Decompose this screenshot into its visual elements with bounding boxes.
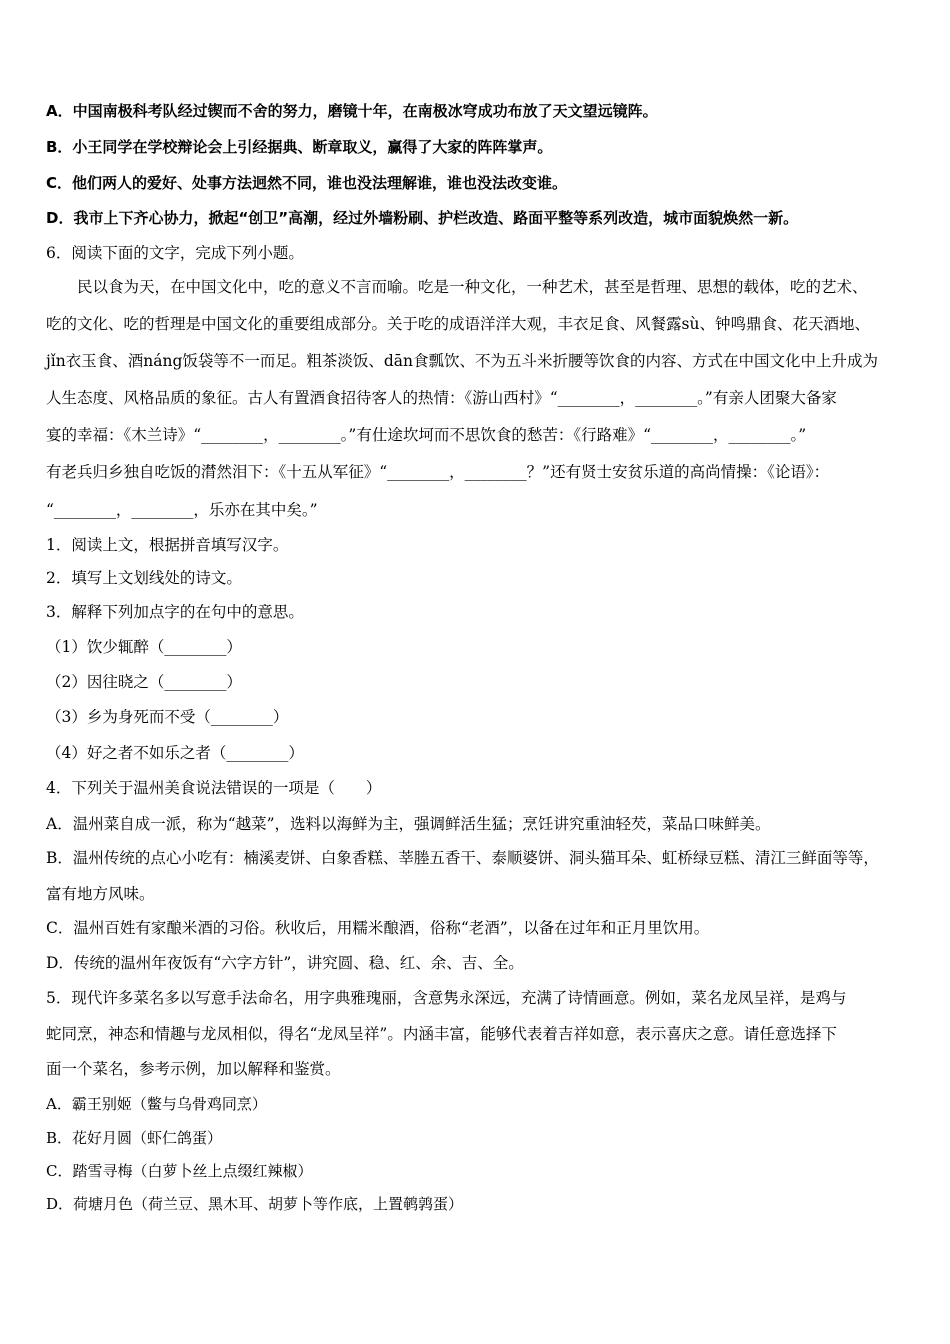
dish-option-a: A．霸王别姬（鳖与乌骨鸡同烹）	[46, 1095, 267, 1113]
sub-question-5-cont: 面一个菜名，参考示例，加以解释和鉴赏。	[46, 1060, 341, 1078]
choice-a: A．中国南极科考队经过锲而不舍的努力，磨镜十年，在南极冰穹成功布放了天文望远镜阵。	[46, 102, 658, 120]
choice-b: B．小王同学在学校辩论会上引经据典、断章取义，赢得了大家的阵阵掌声。	[46, 138, 553, 156]
dish-option-b: B．花好月圆（虾仁鸽蛋）	[46, 1129, 223, 1147]
sub-question-3-item: （3）乡为身死而不受（________）	[46, 708, 289, 726]
sub-question-3-item: （4）好之者不如乐之者（________）	[46, 744, 304, 762]
question-6-heading: 6．阅读下面的文字，完成下列小题。	[46, 244, 304, 262]
sub-question-4: 4．下列关于温州美食说法错误的一项是（ ）	[46, 779, 382, 797]
passage-line: “________，________，乐亦在其中矣。”	[46, 501, 318, 519]
sub-question-4-option-b: B．温州传统的点心小吃有：楠溪麦饼、白象香糕、莘塍五香干、泰顺婆饼、洞头猫耳朵、虹桥绿豆糕、清江三鲜面等等，	[46, 849, 879, 867]
passage-line: jǐn衣玉食、酒náng饭袋等不一而足。粗茶淡饭、dān食瓢饮、不为五斗米折腰等饮食的内容、方式在中国文化中上升成为	[46, 352, 879, 370]
choice-c: C．他们两人的爱好、处事方法迥然不同，谁也没法理解谁，谁也没法改变谁。	[46, 174, 568, 192]
sub-question-4-option-a: A．温州菜自成一派，称为“越菜”，选料以海鲜为主，强调鲜活生猛；烹饪讲究重油轻芡，菜品口味鲜美。	[46, 815, 771, 833]
passage-line: 民以食为天，在中国文化中，吃的意义不言而喻。吃是一种文化，一种艺术，甚至是哲理、思想的载体，吃的艺术、	[46, 278, 868, 296]
passage-line: 人生态度、风格品质的象征。古人有置酒食招待客人的热情：《游山西村》“________，________。”有亲人团聚大备家	[46, 389, 837, 407]
sub-question-3: 3．解释下列加点字的在句中的意思。	[46, 603, 304, 621]
passage-line: 有老兵归乡独自吃饭的潸然泪下：《十五从军征》“________，________？”还有贤士安贫乐道的高尚情操：《论语》：	[46, 463, 830, 481]
sub-question-1: 1．阅读上文，根据拼音填写汉字。	[46, 536, 289, 554]
sub-question-2: 2．填写上文划线处的诗文。	[46, 569, 242, 587]
sub-question-3-item: （2）因往晓之（________）	[46, 673, 242, 691]
dish-option-c: C．踏雪寻梅（白萝卜丝上点缀红辣椒）	[46, 1162, 313, 1180]
sub-question-5: 5．现代许多菜名多以写意手法命名，用字典雅瑰丽，含意隽永深远，充满了诗情画意。例如，菜名龙凤呈祥，是鸡与	[46, 989, 847, 1007]
dish-option-d: D．荷塘月色（荷兰豆、黑木耳、胡萝卜等作底，上置鹌鹑蛋）	[46, 1195, 464, 1213]
choice-d: D．我市上下齐心协力，掀起“创卫”高潮，经过外墙粉刷、护栏改造、路面平整等系列改造，城市面貌焕然一新。	[46, 209, 799, 227]
sub-question-4-option-d: D．传统的温州年夜饭有“六字方针”，讲究圆、稳、红、余、吉、全。	[46, 954, 524, 972]
sub-question-3-item: （1）饮少辄醉（________）	[46, 638, 242, 656]
passage-line: 宴的幸福：《木兰诗》“________，________。”有仕途坎坷而不思饮食的愁苦：《行路难》“________，________。”	[46, 426, 807, 444]
sub-question-4-option-c: C．温州百姓有家酿米酒的习俗。秋收后，用糯米酿酒，俗称“老酒”，以备在过年和正月里饮用。	[46, 919, 710, 937]
sub-question-5-cont: 蛇同烹，神态和情趣与龙凤相似，得名“龙凤呈祥”。内涵丰富，能够代表着吉祥如意，表示喜庆之意。请任意选择下	[46, 1025, 837, 1043]
passage-line: 吃的文化、吃的哲理是中国文化的重要组成部分。关于吃的成语洋洋大观，丰衣足食、风餐露sù、钟鸣鼎食、花天酒地、	[46, 315, 870, 333]
sub-question-4-option-b-cont: 富有地方风味。	[46, 885, 155, 903]
